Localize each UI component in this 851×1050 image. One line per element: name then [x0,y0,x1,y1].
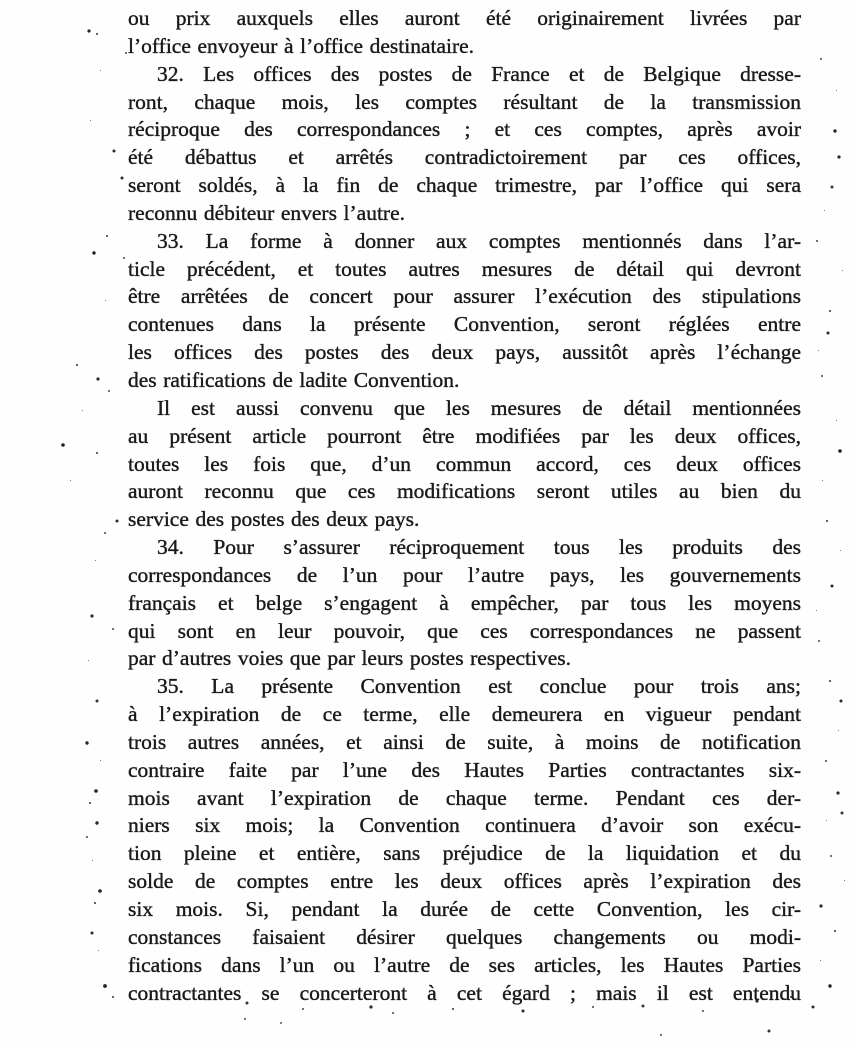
text-line: seront soldés, à la fin de chaque trimestre, par l’office qui sera [128,173,801,198]
text-line: mois avant l’expiration de chaque terme. Pendant ces der- [128,785,801,810]
text-line: été débattus et arrêtés contradictoirement par ces offices, [128,145,801,170]
text-line: constances faisaient désirer quelques changements ou modi- [128,924,801,949]
text-line: contraire faite par l’une des Hautes Parties contractantes six- [128,757,801,782]
text-line: niers six mois; la Convention continuera d’avoir son exécu- [128,813,801,838]
text-line: solde de comptes entre les deux offices après l’expiration des [128,869,801,894]
text-line: contractantes se concerteront à cet égard ; mais il est entendu [128,980,801,1005]
text-line: fications dans l’un ou l’autre de ses articles, les Hautes Parties [128,952,801,977]
text-line: 33. La forme à donner aux comptes mentionnés dans l’ar- [157,228,801,253]
text-line: au présent article pourront être modifiées par les deux offices, [128,423,801,448]
text-line: reconnu débiteur envers l’autre. [128,200,406,225]
text-line: contenues dans la présente Convention, seront réglées entre [128,312,801,337]
text-line: ticle précédent, et toutes autres mesures de détail qui devront [128,256,801,281]
text-line: les offices des postes des deux pays, aussitôt après l’échange [128,340,801,365]
text-line: six mois. Si, pendant la durée de cette Convention, les cir- [128,897,801,921]
text-line: 35. La présente Convention est conclue pour trois ans; [157,674,801,699]
text-line: Il est aussi convenu que les mesures de détail mentionnées [157,395,801,420]
text-line: français et belge s’engagent à empêcher, par tous les moyens [128,590,801,615]
text-line: 34. Pour s’assurer réciproquement tous les produits des [157,535,801,560]
text-line: qui sont en leur pouvoir, que ces correspondances ne passent [128,618,801,643]
text-line: par d’autres voies que par leurs postes respectives. [128,646,572,671]
text-line: auront reconnu que ces modifications seront utiles au bien du [128,479,801,504]
text-line: être arrêtées de concert pour assurer l’exécution des stipulations [128,284,801,309]
text-line: à l’expiration de ce terme, elle demeurera en vigueur pendant [128,702,801,727]
text-line: ou prix auxquels elles auront été originairement livrées par [128,6,801,30]
text-line: réciproque des correspondances ; et ces comptes, après avoir [128,117,801,142]
text-line: 32. Les offices des postes de France et de Belgique dresse- [157,61,801,86]
text-line: service des postes des deux pays. [128,507,420,532]
document-text-block [128,5,801,1007]
text-line: trois autres années, et ainsi de suite, à moins de notification [128,729,801,754]
text-line: l’office envoyeur à l’office destinataire. [128,33,475,58]
text-line: des ratifications de ladite Convention. [128,367,460,392]
text-line: toutes les fois que, d’un commun accord, ces deux offices [128,451,801,476]
text-line: correspondances de l’un pour l’autre pays, les gouvernements [128,562,801,587]
ink-speck-noise-small [0,0,1,1]
text-line: tion pleine et entière, sans préjudice de la liquidation et du [128,841,801,866]
text-line: ront, chaque mois, les comptes résultant de la transmission [128,89,801,114]
